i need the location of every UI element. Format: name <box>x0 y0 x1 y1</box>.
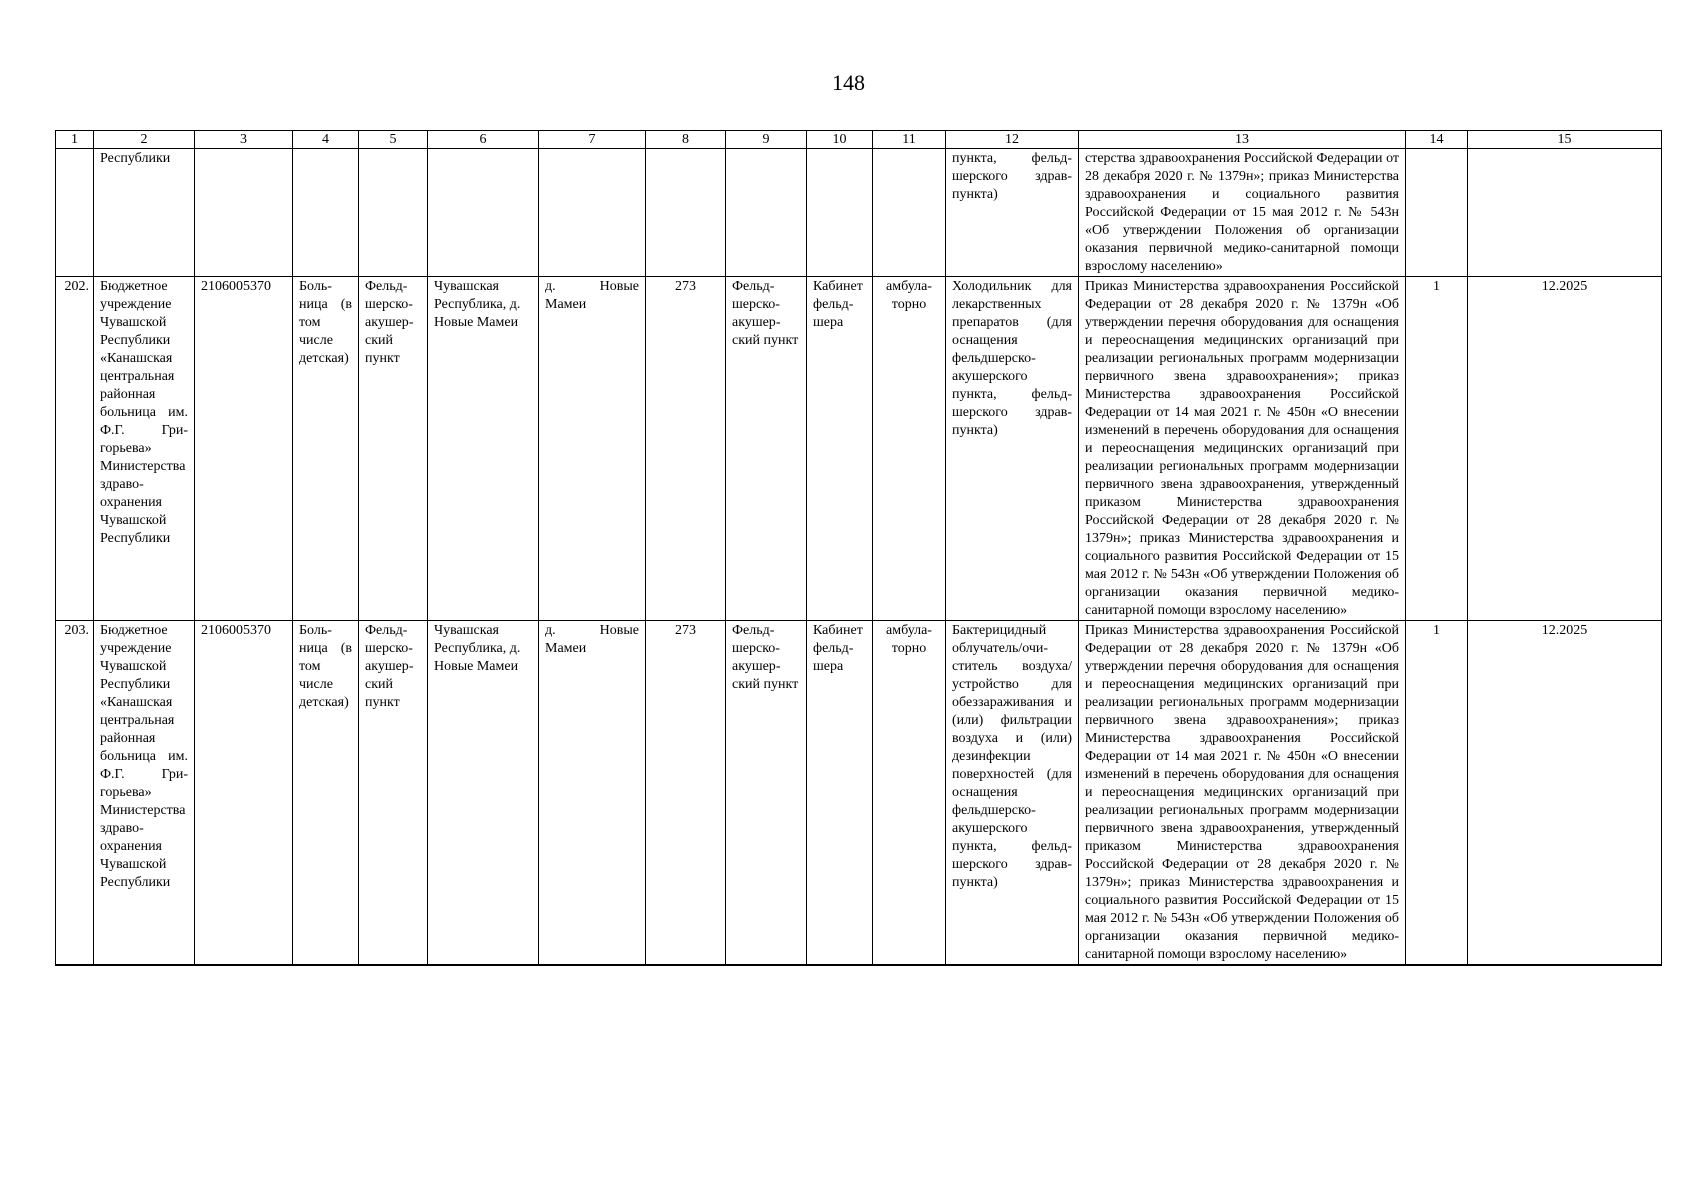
quantity-cell: 1 <box>1406 621 1468 966</box>
column-header: 1 <box>56 131 94 149</box>
locality-cell: д. Новые Мамеи <box>539 277 646 621</box>
division-cell: Фельдшерско-акушерский пункт <box>726 621 807 966</box>
unit-cell: Фельдшерско-акушерский пункт <box>359 277 428 621</box>
column-header: 5 <box>359 131 428 149</box>
row-number-cell: 203. <box>56 621 94 966</box>
division-cell: Фельдшерско-акушерский пункт <box>726 277 807 621</box>
column-header: 10 <box>807 131 873 149</box>
empty-cell <box>646 149 726 277</box>
column-header: 11 <box>873 131 946 149</box>
column-header: 13 <box>1079 131 1406 149</box>
column-header: 8 <box>646 131 726 149</box>
care-form-cell: амбулаторно <box>873 621 946 966</box>
facility-type-cell: Больница (в том числе детская) <box>293 277 359 621</box>
equipment-table <box>55 130 1662 966</box>
facility-type-cell: Больница (в том числе детская) <box>293 621 359 966</box>
institution-cell: Бюджетное учреждение Чувашской Республики «Канашская центральная районная больница им. Ф.Г. Григорьева» Министерства здравоохранения Чувашской Республики <box>94 277 195 621</box>
empty-cell <box>539 149 646 277</box>
empty-cell <box>726 149 807 277</box>
basis-cell: стерства здравоохранения Российской Федерации от 28 декабря 2020 г. № 1379н»; приказ Министерства здравоохранения и социального развития Российской Федерации от 15 мая 2012 г. № 543н «Об утверждении Положения об организации оказания первичной медико-санитарной помощи взрослому населению» <box>1079 149 1406 277</box>
empty-cell <box>807 149 873 277</box>
empty-cell <box>428 149 539 277</box>
table-header-row <box>56 131 1662 149</box>
empty-cell <box>195 149 293 277</box>
empty-cell <box>873 149 946 277</box>
code-cell: 273 <box>646 277 726 621</box>
column-header: 9 <box>726 131 807 149</box>
column-header: 4 <box>293 131 359 149</box>
row-number-cell <box>56 149 94 277</box>
room-cell: Кабинет фельдшера <box>807 621 873 966</box>
column-header: 6 <box>428 131 539 149</box>
inn-cell: 2106005370 <box>195 621 293 966</box>
column-header: 15 <box>1468 131 1662 149</box>
care-form-cell: амбулаторно <box>873 277 946 621</box>
page-number: 148 <box>832 70 865 95</box>
column-header: 12 <box>946 131 1079 149</box>
address-cell: Чувашская Республика, д. Новые Мамеи <box>428 277 539 621</box>
row-number-cell: 202. <box>56 277 94 621</box>
date-cell: 12.2025 <box>1468 621 1662 966</box>
basis-cell: Приказ Министерства здравоохранения Российской Федерации от 28 декабря 2020 г. № 1379н «Об утверждении перечня оборудования для оснащения и переоснащения медицинских организаций при реализации региональных программ модернизации первичного звена здравоохранения»; приказ Министерства здравоохранения Российской Федерации от 14 мая 2021 г. № 450н «О внесении изменений в перечень оборудования для оснащения и переоснащения медицинских организаций при реализации региональных программ модернизации первичного звена здравоохранения, утвержденный приказом Министерства здравоохранения Российской Федерации от 28 декабря 2020 г. № 1379н»; приказ Министерства здравоохранения и социального развития Российской Федерации от 15 мая 2012 г. № 543н «Об утверждении Положения об организации оказания первичной медико-санитарной помощи взрослому населению» <box>1079 277 1406 621</box>
equipment-cell: Холодильник для лекарственных препаратов (для оснащения фельдшерско-акушерского пункта, фельдшерского здравпункта) <box>946 277 1079 621</box>
equipment-cell: пункта, фельдшерского здравпункта) <box>946 149 1079 277</box>
inn-cell: 2106005370 <box>195 277 293 621</box>
institution-cell: Бюджетное учреждение Чувашской Республики «Канашская центральная районная больница им. Ф.Г. Григорьева» Министерства здравоохранения Чувашской Республики <box>94 621 195 966</box>
locality-cell: д. Новые Мамеи <box>539 621 646 966</box>
code-cell: 273 <box>646 621 726 966</box>
unit-cell: Фельдшерско-акушерский пункт <box>359 621 428 966</box>
empty-cell <box>293 149 359 277</box>
column-header: 14 <box>1406 131 1468 149</box>
date-cell: 12.2025 <box>1468 277 1662 621</box>
quantity-cell: 1 <box>1406 277 1468 621</box>
empty-cell <box>359 149 428 277</box>
basis-cell: Приказ Министерства здравоохранения Российской Федерации от 28 декабря 2020 г. № 1379н «Об утверждении перечня оборудования для оснащения и переоснащения медицинских организаций при реализации региональных программ модернизации первичного звена здравоохранения»; приказ Министерства здравоохранения Российской Федерации от 14 мая 2021 г. № 450н «О внесении изменений в перечень оборудования для оснащения и переоснащения медицинских организаций при реализации региональных программ модернизации первичного звена здравоохранения, утвержденный приказом Министерства здравоохранения Российской Федерации от 28 декабря 2020 г. № 1379н»; приказ Министерства здравоохранения и социального развития Российской Федерации от 15 мая 2012 г. № 543н «Об утверждении Положения об организации оказания первичной медико-санитарной помощи взрослому населению» <box>1079 621 1406 966</box>
empty-cell <box>1468 149 1662 277</box>
column-header: 2 <box>94 131 195 149</box>
room-cell: Кабинет фельдшера <box>807 277 873 621</box>
empty-cell <box>1406 149 1468 277</box>
equipment-cell: Бактерицидный облучатель/очиститель воздуха/устройство для обеззараживания и (или) фильтрации воздуха и (или) дезинфекции поверхностей (для оснащения фельдшерско-акушерского пункта, фельдшерского здравпункта) <box>946 621 1079 966</box>
table-row <box>56 277 1662 621</box>
table-row-continuation <box>56 149 1662 277</box>
institution-cell: Республики <box>94 149 195 277</box>
column-header: 7 <box>539 131 646 149</box>
address-cell: Чувашская Республика, д. Новые Мамеи <box>428 621 539 966</box>
column-header: 3 <box>195 131 293 149</box>
table-row <box>56 621 1662 966</box>
